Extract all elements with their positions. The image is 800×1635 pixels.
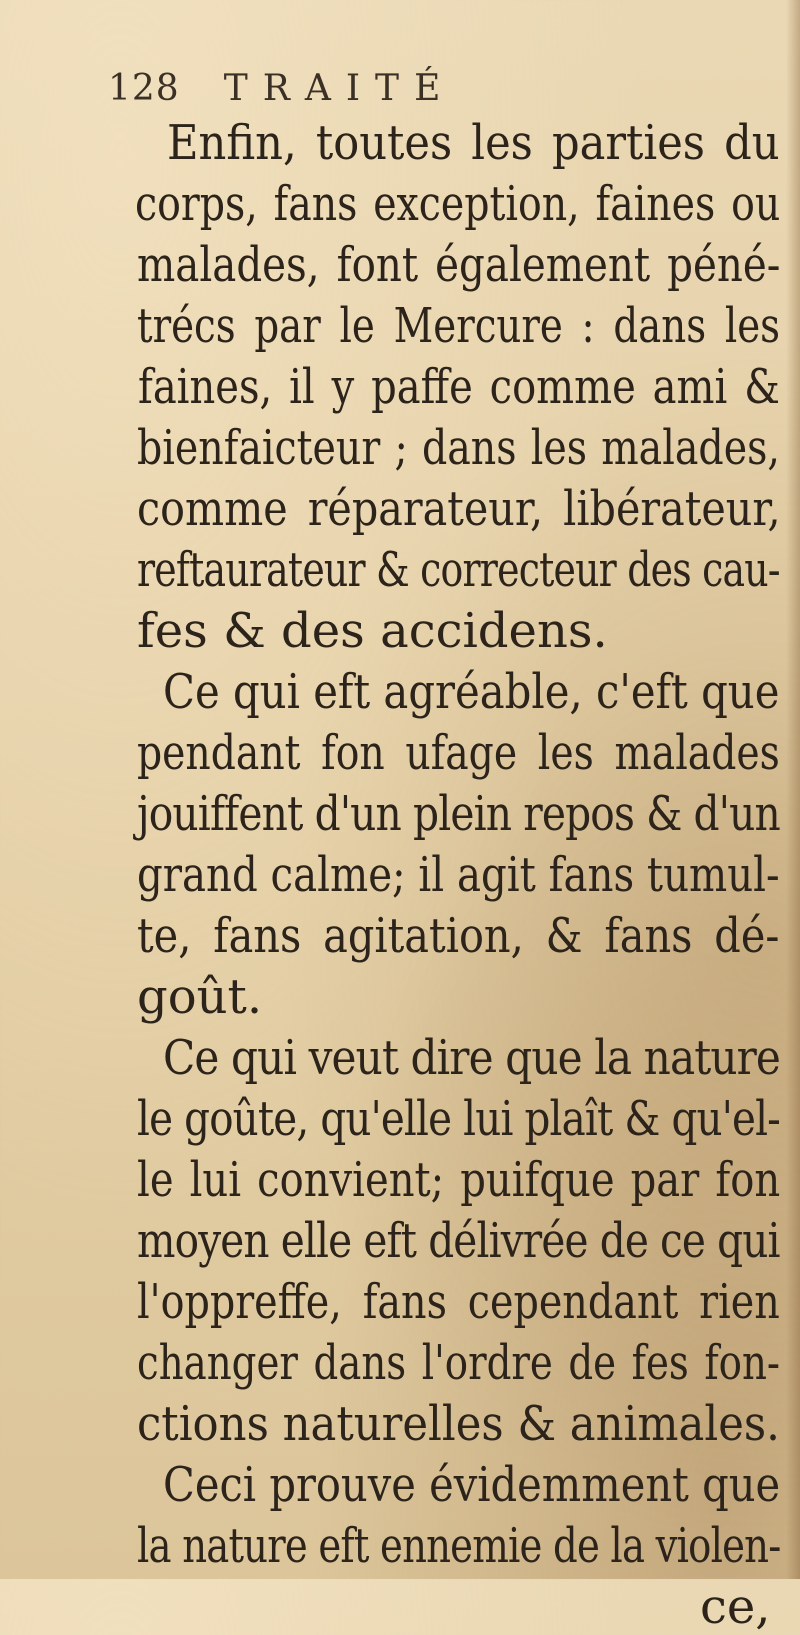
text-line: l'oppreffe, fans cependant rien [137, 1274, 780, 1330]
text-line: faines, il y paffe comme ami & [138, 359, 780, 415]
text-line: ctions naturelles & animales. [137, 1396, 780, 1452]
text-line: goût. [137, 969, 263, 1025]
text-line: ce, [700, 1579, 771, 1635]
text-line: pendant fon ufage les malades [137, 725, 780, 781]
text-line: Enfin, toutes les parties du [167, 115, 780, 171]
text-line: corps, fans exception, faines ou [135, 176, 781, 232]
text-line: Ceci prouve évidemment que [163, 1457, 781, 1513]
text-line: grand calme; il agit fans tumul- [137, 847, 780, 903]
text-line: trécs par le Mercure : dans les [137, 298, 781, 354]
text-line: te, fans agitation, & fans dé- [137, 908, 780, 964]
text-line: Ce qui veut dire que la nature [163, 1030, 781, 1086]
text-line: jouiffent d'un plein repos & d'un [137, 786, 780, 842]
text-line: la nature eft ennemie de la violen- [137, 1518, 781, 1574]
text-line: le goûte, qu'elle lui plaît & qu'el- [137, 1091, 780, 1147]
page-edge-shadow [786, 0, 800, 1579]
text-line: moyen elle eft délivrée de ce qui [137, 1213, 780, 1269]
text-line: le lui convient; puifque par fon [137, 1152, 781, 1208]
running-title: TRAITÉ [223, 68, 456, 109]
text-line: fes & des accidens. [137, 603, 608, 659]
text-line: comme réparateur, libérateur, [137, 481, 781, 537]
text-line: malades, font également péné- [137, 237, 781, 293]
text-line: changer dans l'ordre de fes fon- [137, 1335, 781, 1391]
page-number: 128 [108, 68, 180, 109]
text-line: bienfaicteur ; dans les malades, [137, 420, 780, 476]
text-line: Ce qui eft agréable, c'eft que [163, 664, 780, 720]
text-line: reftaurateur & correcteur des cau- [137, 542, 780, 598]
page-header [108, 68, 455, 114]
